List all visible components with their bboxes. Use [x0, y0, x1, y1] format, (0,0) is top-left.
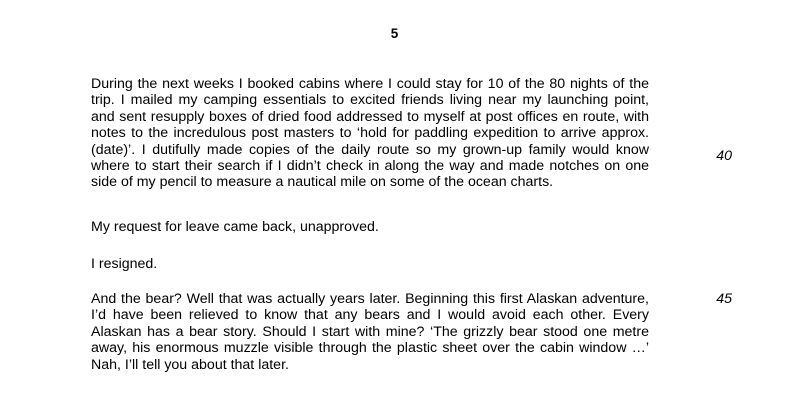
text-line: and sent resupply boxes of dried food addressed to myself at post offices en route, with	[91, 108, 649, 125]
text-line: And the bear? Well that was actually years later. Beginning this first Alaskan adventure,	[91, 291, 649, 307]
text-line: I resigned.	[91, 256, 158, 272]
text-line: away, his enormous muzzle visible through the plastic sheet over the cabin window …’	[91, 340, 649, 357]
text-line: Nah, I’ll tell you about that later.	[91, 356, 289, 373]
line-number-45: 45	[716, 291, 732, 307]
text-line: During the next weeks I booked cabins where I could stay for 10 of the 80 nights of the	[91, 76, 649, 92]
page-number: 5	[390, 26, 399, 41]
text-line: My request for leave came back, unapproved.	[91, 219, 379, 235]
paragraph-3	[91, 256, 649, 272]
paragraph-4	[91, 291, 649, 373]
text-line: notes to the incredulous post masters to ‘hold for paddling expedition to arrive approx.	[91, 125, 649, 142]
text-line: (date)’. I dutifully made copies of the daily route so my grown-up family would know	[91, 141, 649, 158]
text-line: where to start their search if I didn’t check in along the way and made notches on one	[91, 158, 649, 175]
text-line: Alaskan has a bear story. Should I start with mine? ‘The grizzly bear stood one metre	[91, 323, 649, 340]
line-number-40: 40	[716, 148, 732, 164]
text-line: I’d have been relieved to know that any bears and I would avoid each other. Every	[91, 307, 649, 324]
paragraph-2	[91, 219, 649, 235]
text-line: side of my pencil to measure a nautical mile on some of the ocean charts.	[91, 174, 554, 191]
paragraph-1	[91, 76, 649, 191]
text-line: trip. I mailed my camping essentials to excited friends living near my launching point,	[91, 92, 649, 109]
